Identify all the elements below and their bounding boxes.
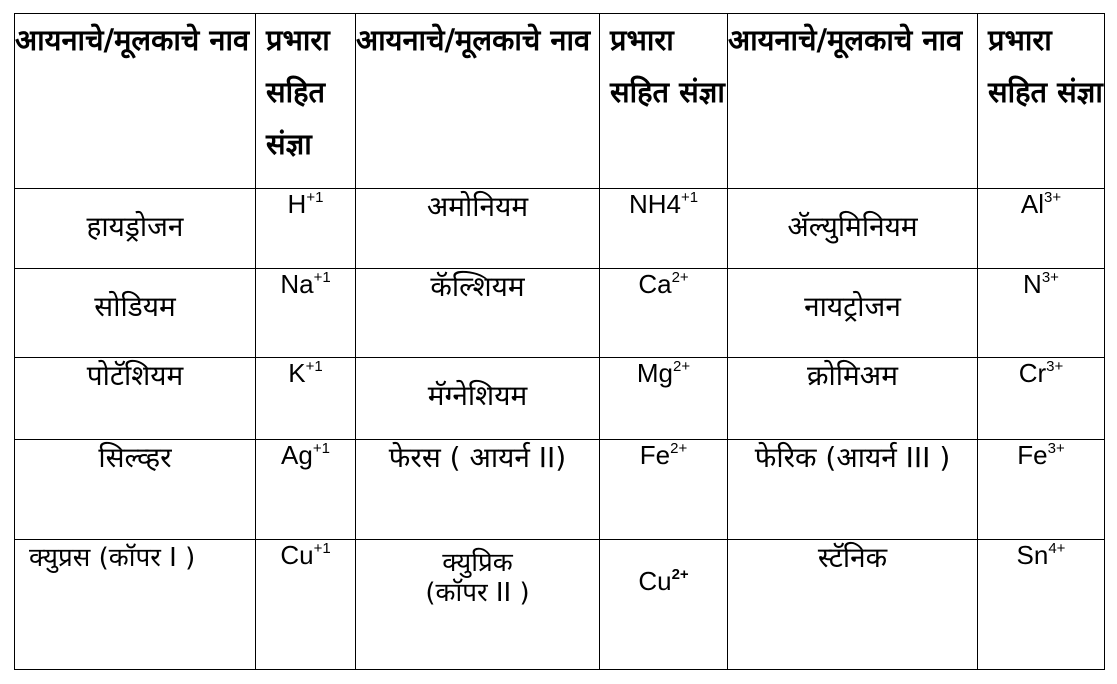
- ion-name-line-1: क्युप्रिक: [442, 548, 513, 578]
- header-symbol-col-3: प्रभारा सहित संज्ञा: [978, 14, 1105, 189]
- ion-name: फेरस ( आयर्न II): [356, 440, 600, 540]
- ion-symbol: $Na^{+1}$: [256, 269, 356, 358]
- ion-symbol: $Fe^{3+}$: [978, 440, 1105, 540]
- ion-table: [14, 13, 1105, 670]
- header-name-col-1: आयनाचे/मूलकाचे नाव: [15, 14, 256, 189]
- ion-name: क्रोमिअम: [728, 358, 978, 440]
- ion-symbol: $H^{+1}$: [256, 189, 356, 269]
- ion-symbol: $Al^{3+}$: [978, 189, 1105, 269]
- ion-name: हायड्रोजन: [15, 189, 256, 269]
- ion-name: अमोनियम: [356, 189, 600, 269]
- table-row: [15, 440, 1105, 540]
- header-row: [15, 14, 1105, 189]
- table-row: [15, 540, 1105, 670]
- ion-name: कॅल्शियम: [356, 269, 600, 358]
- header-name-col-3: आयनाचे/मूलकाचे नाव: [728, 14, 978, 189]
- ion-name: पोटॅशियम: [15, 358, 256, 440]
- ion-name: क्युप्रस (कॉपर I ): [15, 540, 256, 670]
- header-symbol-col-2: प्रभारा सहित संज्ञा: [600, 14, 728, 189]
- table-row: [15, 358, 1105, 440]
- ion-name: ॲल्युमिनियम: [728, 189, 978, 269]
- ion-name: सिल्व्हर: [15, 440, 256, 540]
- ion-name: सोडियम: [15, 269, 256, 358]
- ion-symbol: $NH4^{+1}$: [600, 189, 728, 269]
- header-symbol-col-1: प्रभारा सहित संज्ञा: [256, 14, 356, 189]
- ion-symbol: $Sn^{4+}$: [978, 540, 1105, 670]
- ion-symbol: $K^{+1}$: [256, 358, 356, 440]
- ion-name: [356, 540, 600, 670]
- ion-symbol: $N^{3+}$: [978, 269, 1105, 358]
- ion-symbol: $Ca^{2+}$: [600, 269, 728, 358]
- ion-symbol: $Cr^{3+}$: [978, 358, 1105, 440]
- ion-name: स्टॅनिक: [728, 540, 978, 670]
- header-name-col-2: आयनाचे/मूलकाचे नाव: [356, 14, 600, 189]
- ion-name: नायट्रोजन: [728, 269, 978, 358]
- ion-name: मॅग्नेशियम: [356, 358, 600, 440]
- ion-name-line-2: (कॉपर II ): [425, 578, 530, 608]
- table-row: [15, 269, 1105, 358]
- ion-name: फेरिक (आयर्न III ): [728, 440, 978, 540]
- table-row: [15, 189, 1105, 269]
- ion-symbol: $Mg^{2+}$: [600, 358, 728, 440]
- ion-symbol: $Ag^{+1}$: [256, 440, 356, 540]
- ion-symbol: $Cu^{2+}$: [600, 540, 728, 670]
- ion-symbol: $Fe^{2+}$: [600, 440, 728, 540]
- ion-symbol: $Cu^{+1}$: [256, 540, 356, 670]
